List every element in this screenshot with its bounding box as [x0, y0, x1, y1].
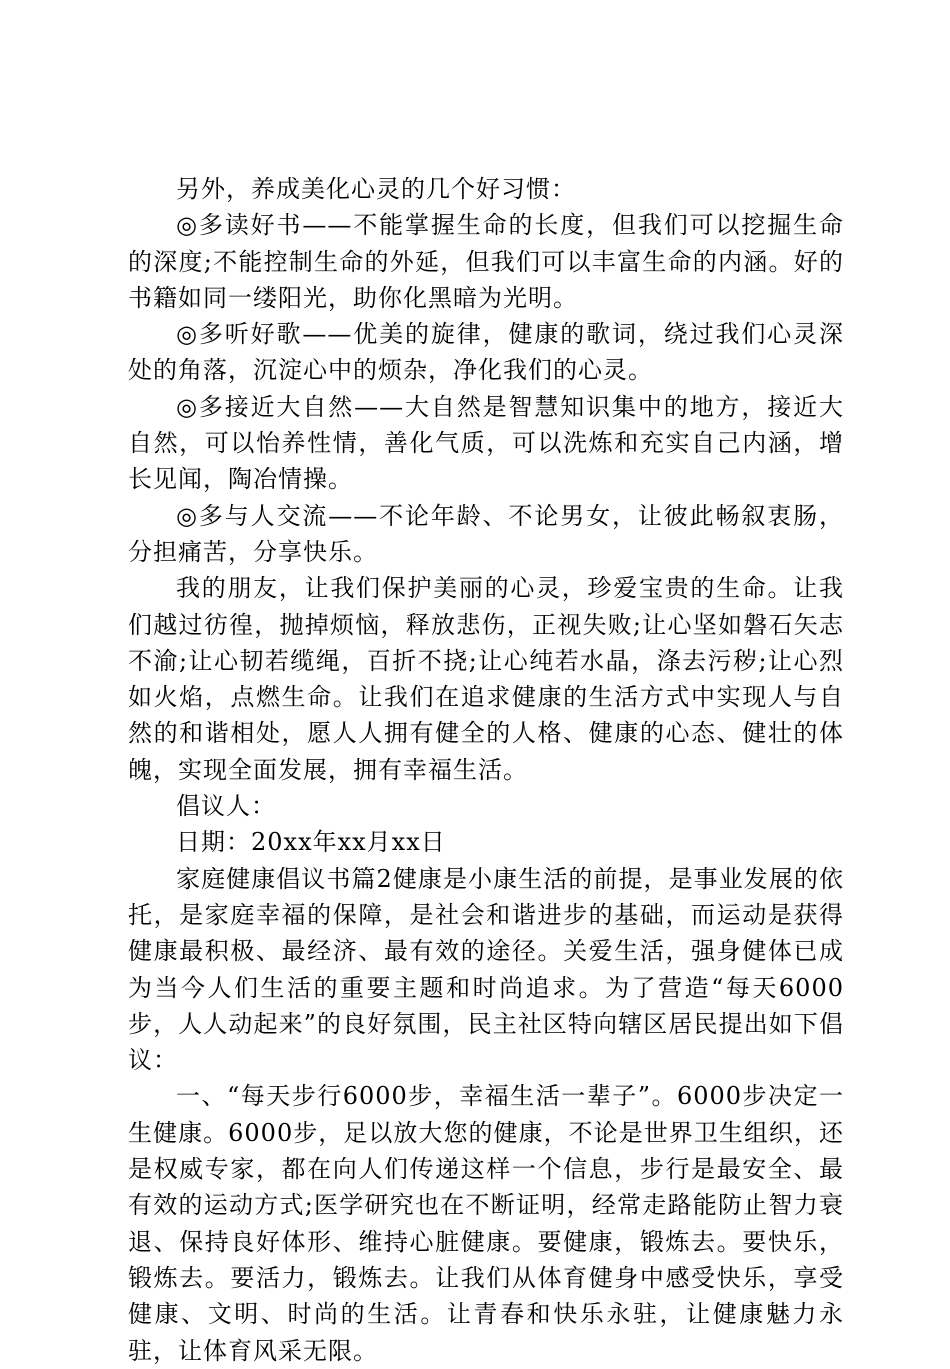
- paragraph-family-health-proposal: 家庭健康倡议书篇2健康是小康生活的前提，是事业发展的依托，是家庭幸福的保障，是社会和谐进步的基础，而运动是获得健康最积极、最经济、最有效的途径。关爱生活，强身健体已成为当今人们生活的重要主题和时尚追求。为了营造“每天6000步，人人动起来”的良好氛围，民主社区特向辖区居民提出如下倡议：: [128, 864, 844, 1075]
- paragraph-intro: 另外，养成美化心灵的几个好习惯：: [176, 175, 576, 203]
- paragraph-read-books: ◎多读好书——不能掌握生命的长度，但我们可以挖掘生命的深度;不能控制生命的外延，但我们可以丰富生命的内涵。好的书籍如同一缕阳光，助你化黑暗为光明。: [128, 211, 844, 312]
- paragraph-friends: 我的朋友，让我们保护美丽的心灵，珍爱宝贵的生命。让我们越过彷徨，抛掉烦恼，释放悲伤，正视失败;让心坚如磐石矢志不渝;让心韧若缆绳，百折不挠;让心纯若水晶，涤去污秽;让心烈如火焰，点燃生命。让我们在追求健康的生活方式中实现人与自然的和谐相处，愿人人拥有健全的人格、健康的心态、健壮的体魄，实现全面发展，拥有幸福生活。: [128, 574, 844, 784]
- paragraph-initiator: 倡议人：: [176, 792, 276, 821]
- paragraph-nature: ◎多接近大自然——大自然是智慧知识集中的地方，接近大自然，可以怡养性情，善化气质，可以洗炼和充实自己内涵，增长见闻，陶冶情操。: [128, 392, 844, 494]
- paragraph-communicate: ◎多与人交流——不论年龄、不论男女，让彼此畅叙衷肠，分担痛苦，分享快乐。: [128, 501, 844, 566]
- paragraph-listen-songs: ◎多听好歌——优美的旋律，健康的歌词，绕过我们心灵深处的角落，沉淀心中的烦杂，净化我们的心灵。: [128, 320, 844, 385]
- paragraph-walk-6000-steps: 一、“每天步行6000步，幸福生活一辈子”。6000步决定一生健康。6000步，足以放大您的健康，不论是世界卫生组织，还是权威专家，都在向人们传递这样一个信息，步行是最安全、最有效的运动方式;医学研究也在不断证明，经常走路能防止智力衰退、保持良好体形、维持心脏健康。要健康，锻炼去。要快乐，锻炼去。要活力，锻炼去。让我们从体育健身中感受快乐，享受健康、文明、时尚的生活。让青春和快乐永驻，让健康魅力永驻，让体育风采无限。: [128, 1082, 844, 1365]
- paragraph-date: 日期：20xx年xx月xx日: [176, 828, 446, 857]
- document-body: [128, 171, 844, 1369]
